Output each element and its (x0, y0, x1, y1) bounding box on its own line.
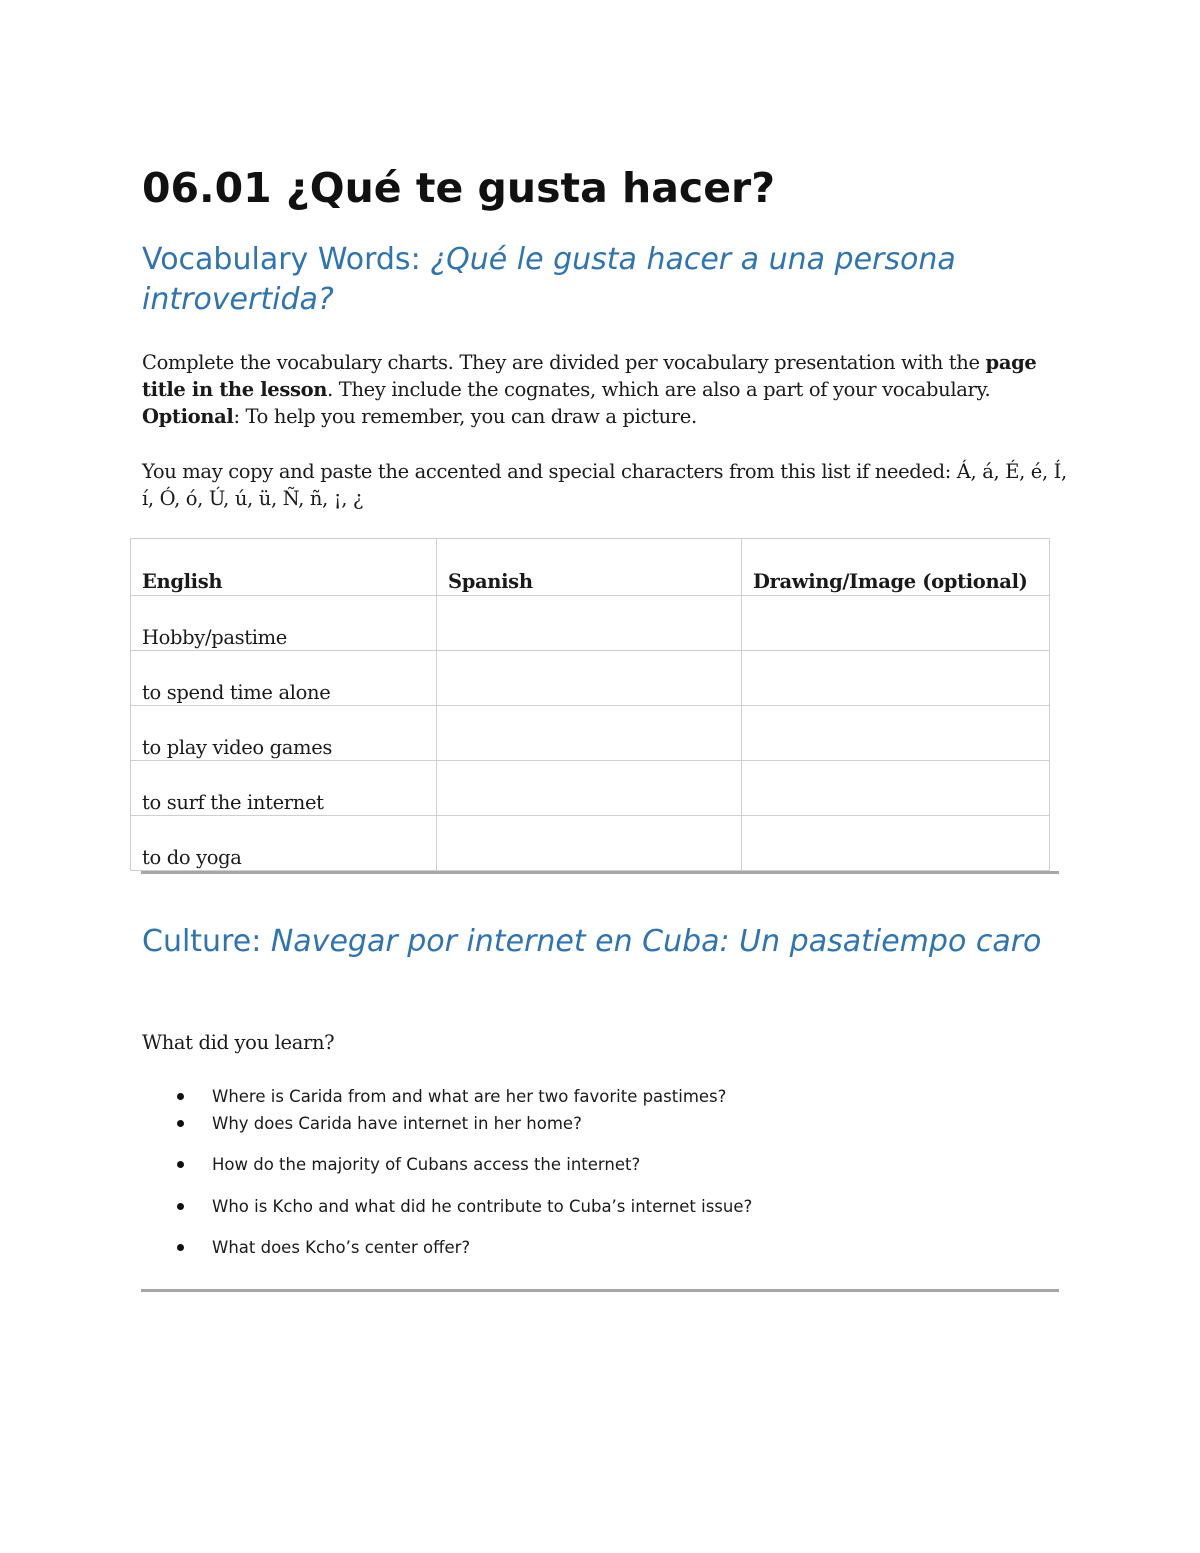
question-text: Why does Carida have internet in her home? (212, 1114, 582, 1133)
list-item (142, 1111, 1042, 1137)
column-header-spanish: Spanish (437, 539, 742, 596)
page-title: 06.01 ¿Qué te gusta hacer? (142, 164, 775, 212)
table-row (131, 761, 1050, 816)
vocabulary-heading-prefix: Vocabulary Words: (142, 242, 431, 277)
table-row (131, 816, 1050, 871)
table-row (131, 651, 1050, 706)
drawing-cell[interactable] (742, 596, 1050, 651)
vocabulary-table (130, 538, 1050, 871)
bullet-icon (177, 1093, 184, 1100)
question-text: Who is Kcho and what did he contribute to Cuba’s internet issue? (212, 1197, 753, 1216)
instructions-paragraph (142, 349, 1072, 430)
instructions-bold-2: Optional (142, 405, 234, 428)
bullet-icon (177, 1203, 184, 1210)
bullet-icon (177, 1244, 184, 1251)
table-row (131, 596, 1050, 651)
question-text: Where is Carida from and what are her two favorite pastimes? (212, 1087, 727, 1106)
instructions-text-2: . They include the cognates, which are also a part of your vocabulary. (327, 378, 991, 401)
culture-heading-prefix: Culture: (142, 924, 271, 959)
spanish-cell[interactable] (437, 816, 742, 871)
english-cell: to surf the internet (131, 761, 437, 816)
drawing-cell[interactable] (742, 706, 1050, 761)
culture-heading (142, 922, 1062, 962)
drawing-cell[interactable] (742, 761, 1050, 816)
instructions-text-3: : To help you remember, you can draw a picture. (233, 405, 697, 428)
column-header-drawing: Drawing/Image (optional) (742, 539, 1050, 596)
learn-prompt: What did you learn? (142, 1031, 335, 1054)
list-item (142, 1194, 1042, 1220)
list-item (142, 1235, 1042, 1261)
question-text: What does Kcho’s center offer? (212, 1238, 471, 1257)
instructions-bold-1: page title in the lesson (142, 351, 1037, 401)
english-cell: to spend time alone (131, 651, 437, 706)
spanish-cell[interactable] (437, 761, 742, 816)
english-cell: Hobby/pastime (131, 596, 437, 651)
accents-note: You may copy and paste the accented and special characters from this list if needed: Á, á, É, é, Í, í, Ó, ó, Ú, ú, ü, Ñ, ñ, ¡, ¿ (142, 460, 1067, 510)
question-text: How do the majority of Cubans access the internet? (212, 1155, 641, 1174)
vocabulary-heading (142, 240, 1062, 320)
drawing-cell[interactable] (742, 651, 1050, 706)
vocabulary-heading-question: ¿Qué le gusta hacer a una persona introvertida? (142, 242, 956, 317)
bullet-icon (177, 1120, 184, 1127)
spanish-cell[interactable] (437, 651, 742, 706)
spanish-cell[interactable] (437, 706, 742, 761)
instructions-text-1: Complete the vocabulary charts. They are divided per vocabulary presentation with the (142, 351, 986, 374)
list-item (142, 1152, 1042, 1178)
table-header-row (131, 539, 1050, 596)
section-divider-culture (141, 1289, 1059, 1292)
column-header-english: English (131, 539, 437, 596)
culture-heading-title: Navegar por internet en Cuba: Un pasatiempo caro (270, 924, 1042, 959)
list-item (142, 1084, 1042, 1110)
table-row (131, 706, 1050, 761)
english-cell: to do yoga (131, 816, 437, 871)
drawing-cell[interactable] (742, 816, 1050, 871)
question-list (142, 1084, 1042, 1261)
english-cell: to play video games (131, 706, 437, 761)
section-divider-vocabulary (141, 871, 1059, 874)
spanish-cell[interactable] (437, 596, 742, 651)
bullet-icon (177, 1161, 184, 1168)
